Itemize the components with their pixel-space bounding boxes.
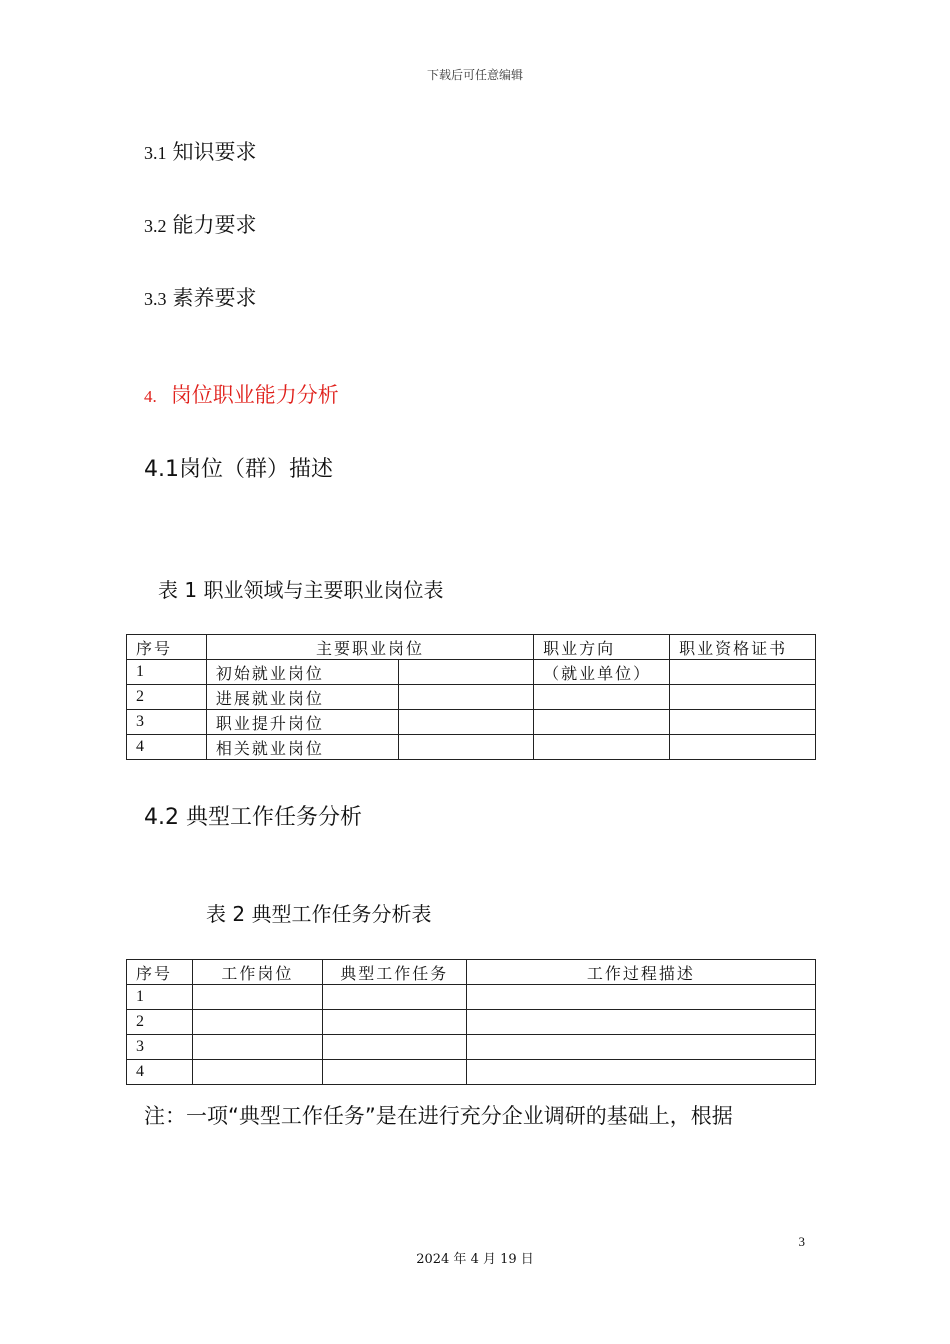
cell-empty [322,1035,466,1060]
section-number: 4. [144,387,157,406]
cell-no: 2 [127,1010,193,1035]
cell-direction [534,735,670,760]
cell-cert [670,660,816,685]
cell-post: 进展就业岗位 [206,685,398,710]
section-title: 岗位职业能力分析 [170,383,339,407]
cell-empty [192,985,322,1010]
cell-empty [398,685,534,710]
table-row [127,1035,816,1060]
page-header: 下载后可任意编辑 [426,68,523,82]
section-number: 3.3 [144,289,167,309]
page-number: 3 [798,1234,805,1249]
cell-empty [466,1060,815,1085]
cell-empty [466,1010,815,1035]
cell-empty [398,710,534,735]
table-task-analysis [126,959,816,1085]
header-cell: 工作岗位 [192,960,322,985]
cell-direction [534,710,670,735]
header-cell: 职业资格证书 [670,635,816,660]
table-row [127,710,816,735]
cell-no: 4 [127,735,207,760]
table-job-posts [126,634,816,760]
cell-no: 3 [127,1035,193,1060]
cell-empty [466,1035,815,1060]
cell-direction: （就业单位） [534,660,670,685]
cell-empty [322,985,466,1010]
cell-post: 初始就业岗位 [206,660,398,685]
cell-no: 3 [127,710,207,735]
cell-cert [670,685,816,710]
section-title: 知识要求 [172,140,257,164]
cell-empty [466,985,815,1010]
cell-direction [534,685,670,710]
header-cell: 工作过程描述 [466,960,815,985]
header-cell: 职业方向 [534,635,670,660]
section-4-1-heading: 4.1岗位（群）描述 [144,457,333,482]
footer-date: 2024 年 4 月 19 日 [416,1252,534,1267]
cell-post: 职业提升岗位 [206,710,398,735]
cell-empty [322,1060,466,1085]
cell-empty [192,1060,322,1085]
section-3-1 [144,136,257,166]
cell-no: 4 [127,1060,193,1085]
section-4-heading [144,379,339,409]
header-cell: 序号 [127,635,207,660]
table2-caption: 表 2 典型工作任务分析表 [206,902,432,926]
table-row [127,735,816,760]
table1-caption: 表 1 职业领域与主要职业岗位表 [158,578,444,602]
cell-empty [322,1010,466,1035]
table-row [127,1060,816,1085]
section-3-2 [144,209,257,239]
table-row [127,1010,816,1035]
table-header-row [127,960,816,985]
section-title: 素养要求 [172,286,257,310]
cell-empty [192,1010,322,1035]
cell-empty [398,660,534,685]
cell-empty [398,735,534,760]
cell-empty [192,1035,322,1060]
cell-no: 2 [127,685,207,710]
section-title: 能力要求 [172,213,257,237]
cell-no: 1 [127,660,207,685]
section-number: 3.1 [144,143,167,163]
table-row [127,985,816,1010]
cell-no: 1 [127,985,193,1010]
section-3-3 [144,282,257,312]
note-paragraph: 注：一项“典型工作任务”是在进行充分企业调研的基础上，根据 [144,1104,733,1128]
header-cell: 典型工作任务 [322,960,466,985]
table-row [127,660,816,685]
header-cell: 主要职业岗位 [206,635,533,660]
cell-cert [670,735,816,760]
table-row [127,685,816,710]
section-number: 3.2 [144,216,167,236]
cell-cert [670,710,816,735]
table-header-row [127,635,816,660]
header-cell: 序号 [127,960,193,985]
cell-post: 相关就业岗位 [206,735,398,760]
section-4-2-heading: 4.2 典型工作任务分析 [144,805,362,830]
